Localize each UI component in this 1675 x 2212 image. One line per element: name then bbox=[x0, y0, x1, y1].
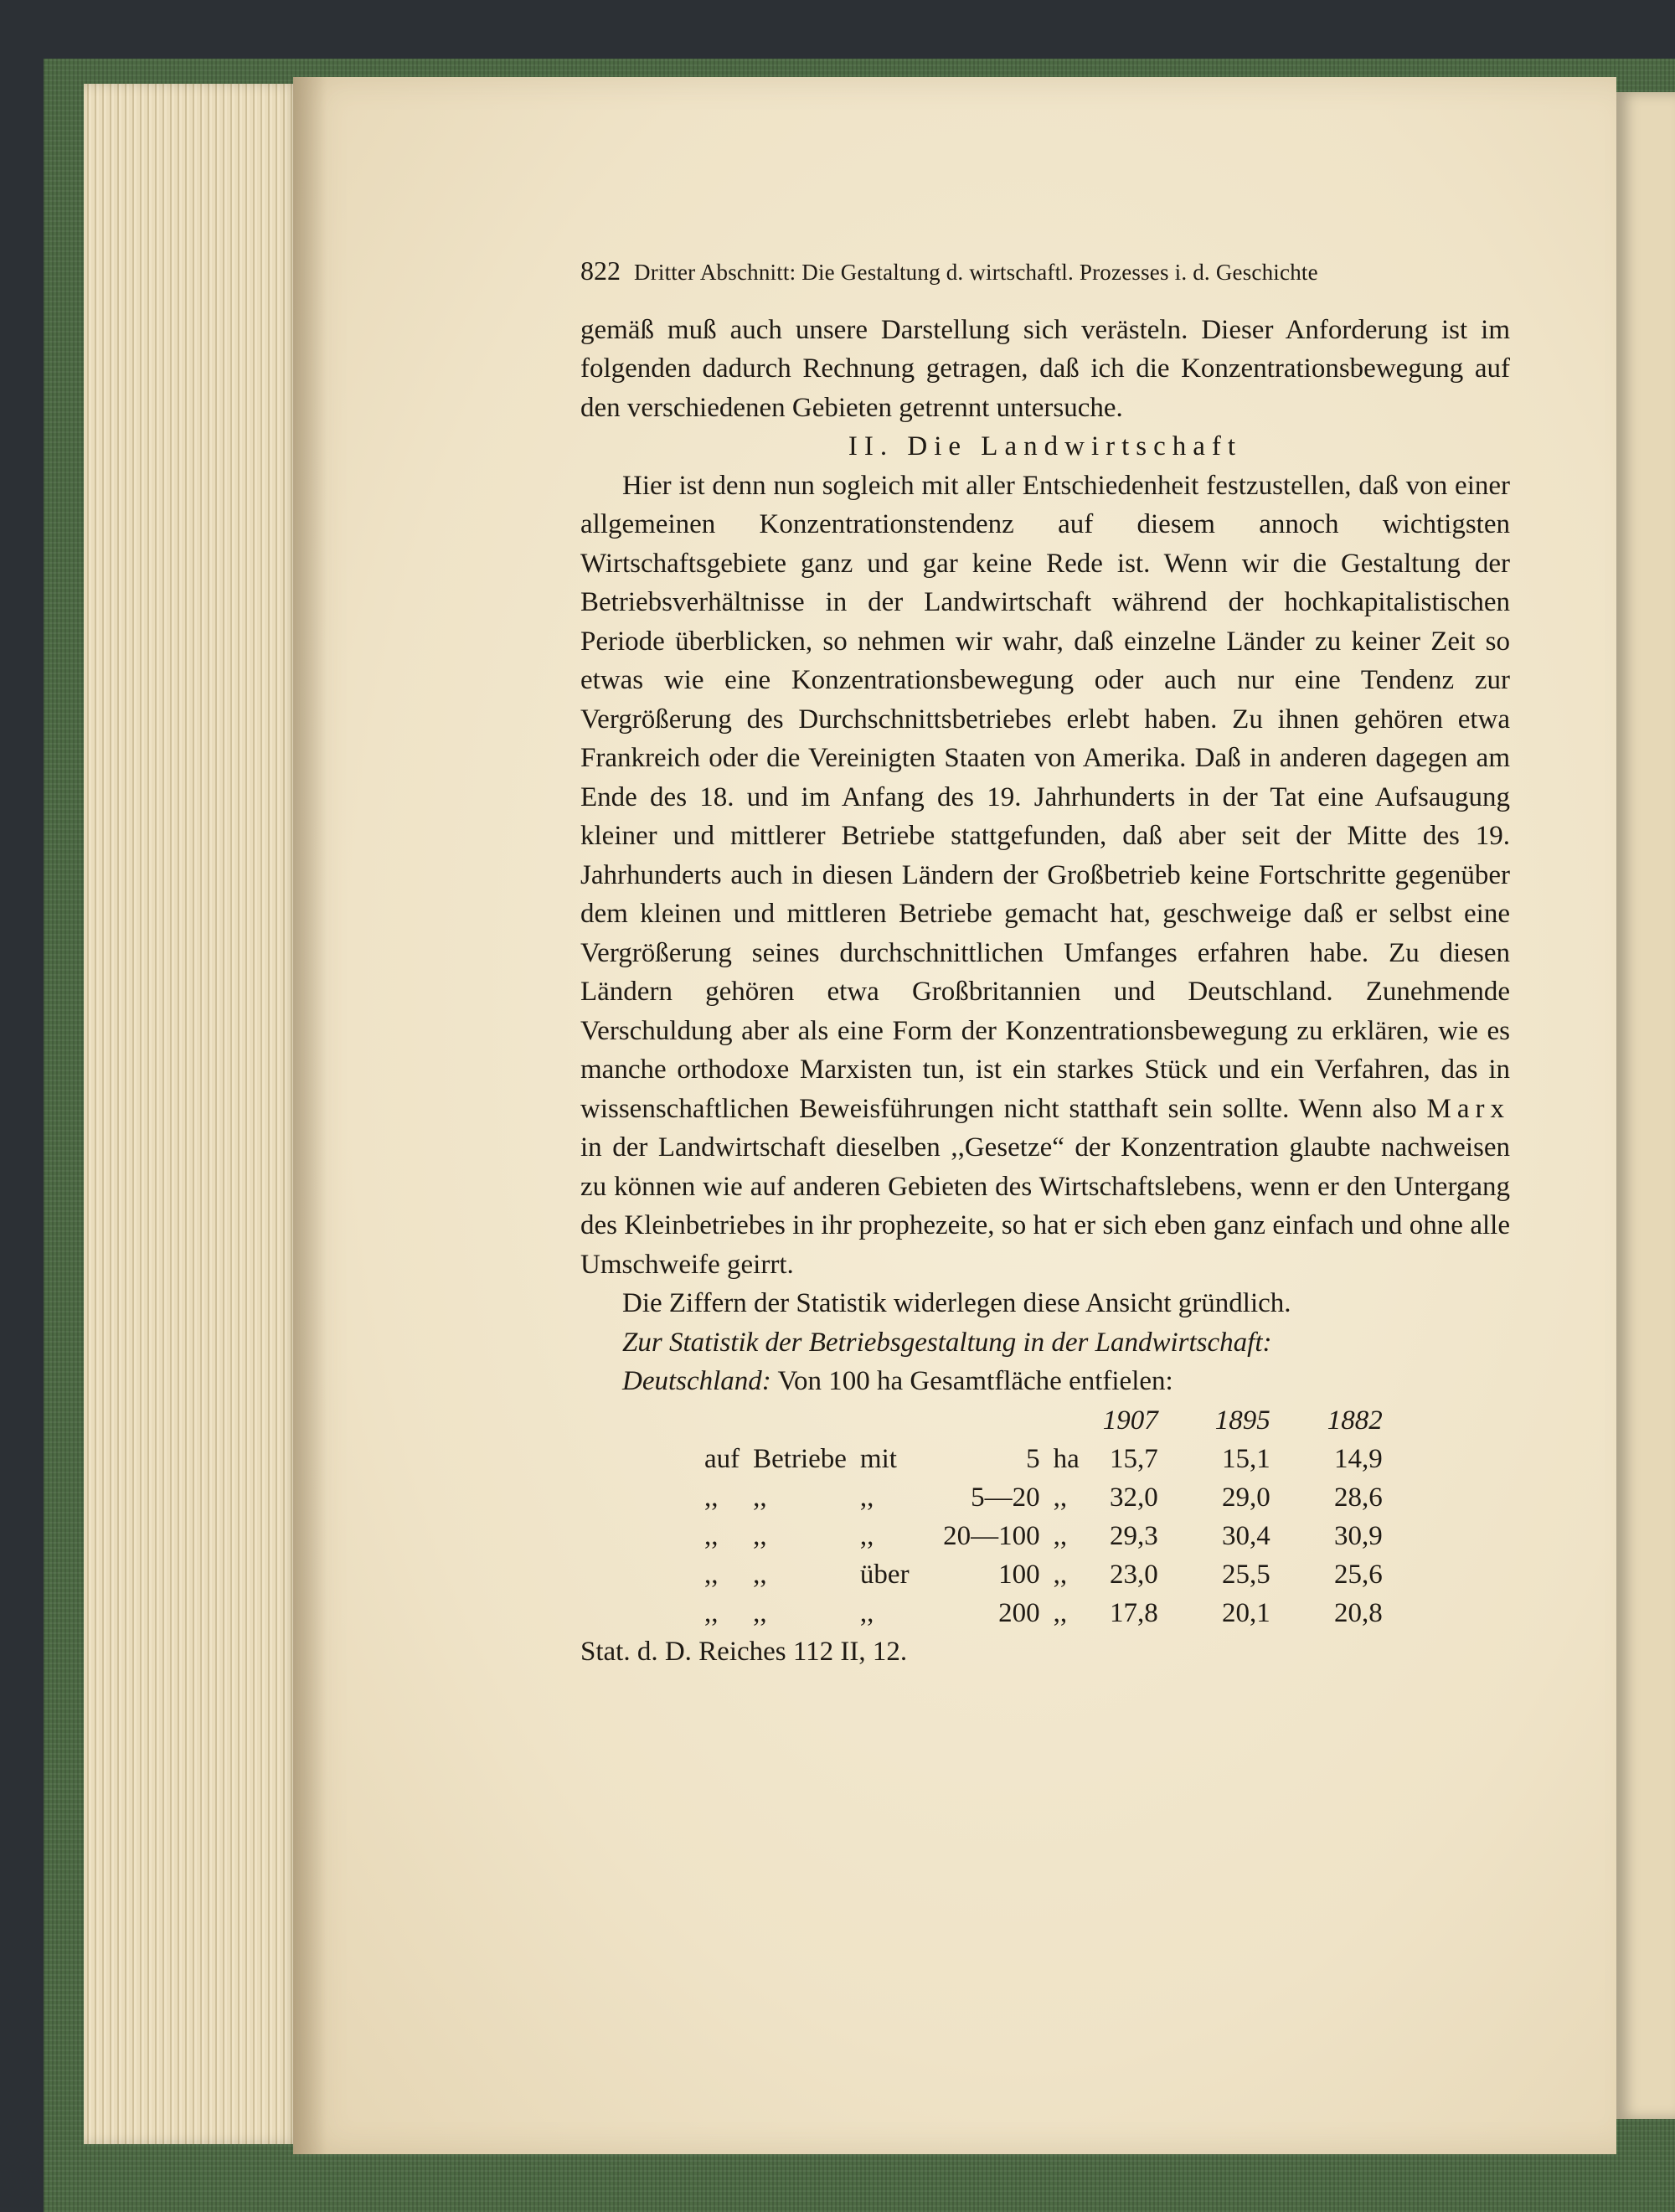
cell: ,, bbox=[1053, 1560, 1068, 1590]
cell: ,, bbox=[1053, 1521, 1068, 1551]
page-edges bbox=[84, 84, 302, 2144]
stats-subcaption-line bbox=[580, 1362, 1510, 1401]
cell: 200 bbox=[998, 1598, 1040, 1628]
cell: 23,0 bbox=[1109, 1560, 1158, 1590]
cell: 25,6 bbox=[1333, 1560, 1383, 1590]
section-number: II. bbox=[848, 431, 894, 461]
cell: ,, bbox=[859, 1482, 874, 1513]
cell: 29,0 bbox=[1221, 1482, 1270, 1513]
section-title: Die Landwirtschaft bbox=[907, 431, 1243, 461]
page-text bbox=[580, 251, 1510, 1672]
cell: 25,5 bbox=[1221, 1560, 1270, 1590]
cell: auf bbox=[704, 1444, 740, 1474]
cell: ,, bbox=[859, 1521, 874, 1551]
cell: ,, bbox=[753, 1598, 767, 1628]
cell: 5—20 bbox=[971, 1482, 1040, 1513]
cell: ,, bbox=[704, 1598, 719, 1628]
cell: 14,9 bbox=[1333, 1444, 1383, 1474]
cell: 30,9 bbox=[1333, 1521, 1383, 1551]
running-title: Dritter Abschnitt: Die Gestaltung d. wirtschaftl. Prozesses i. d. Geschichte bbox=[634, 260, 1318, 285]
cell: ,, bbox=[704, 1560, 719, 1590]
cell: ,, bbox=[1053, 1598, 1068, 1628]
cell: 29,3 bbox=[1109, 1521, 1158, 1551]
cell: 15,7 bbox=[1109, 1444, 1158, 1474]
cell: 20—100 bbox=[943, 1521, 1040, 1551]
running-head bbox=[580, 251, 1510, 292]
cell: 28,6 bbox=[1333, 1482, 1383, 1513]
cell: ha bbox=[1053, 1444, 1080, 1474]
paragraph-2-part2: in der Landwirtschaft dieselben ,,Gesetze“ der Konzentration glaubte nachweisen zu können wie auf anderen Gebieten des Wirtschaftslebens, wenn er den Untergang des Kleinbetriebes in ihr prophezeite, so hat er sich eben ganz einfach und ohne alle Umschweife geirrt. bbox=[580, 1132, 1510, 1280]
paragraph-2 bbox=[580, 467, 1510, 1285]
cell: 5 bbox=[1026, 1444, 1040, 1474]
cell: 17,8 bbox=[1109, 1598, 1158, 1628]
paragraph-2-part1: Hier ist denn nun sogleich mit aller Entschiedenheit festzustellen, daß von einer allgemeinen Konzentrationstendenz auf diesem annoch wichtigsten Wirtschaftsgebiete ganz und gar keine Rede ist. Wenn wir die Gestaltung der Betriebsverhältnisse in der Landwirtschaft während der hochkapitalistischen Periode überblicken, so nehmen wir wahr, daß einzelne Länder zu keiner Zeit so etwas wie eine Konzentrationsbewegung oder auch nur eine Tendenz zur Vergrößerung des Durchschnittsbetriebes erlebt haben. Zu ihnen gehören etwa Frankreich oder die Vereinigten Staaten von Amerika. Daß in anderen dagegen am Ende des 18. und im Anfang des 19. Jahrhunderts in der Tat eine Aufsaugung kleiner und mittlerer Betriebe stattgefunden, daß aber seit der Mitte des 19. Jahrhunderts auch in diesen Ländern der Großbetrieb keine Fortschritte gegenüber dem kleinen und mittleren Betriebe gemacht hat, geschweige daß er selbst eine Vergrößerung seines durchschnittlichen Umfanges erfahren habe. Zu diesen Ländern gehören etwa Großbritannien und Deutschland. Zunehmende Verschuldung aber als eine Form der Konzentrationsbewegung zu erklären, wie es manche orthodoxe Marxisten tun, ist ein starkes Stück und ein Verfahren, das in wissenschaftlichen Beweisführungen nicht statthaft sein sollte. Wenn also bbox=[580, 470, 1510, 1124]
stats-row bbox=[698, 1594, 1389, 1632]
year-1895: 1895 bbox=[1214, 1405, 1270, 1436]
cell: ,, bbox=[753, 1482, 767, 1513]
stats-country: Deutschland: bbox=[622, 1366, 771, 1396]
page-number: 822 bbox=[580, 255, 621, 286]
cell: 15,1 bbox=[1221, 1444, 1270, 1474]
cell: ,, bbox=[859, 1598, 874, 1628]
cell: Betriebe bbox=[753, 1444, 847, 1474]
stats-row bbox=[698, 1478, 1389, 1517]
stats-source: Stat. d. D. Reiches 112 II, 12. bbox=[580, 1637, 908, 1667]
stats-subcaption: Von 100 ha Gesamtfläche entfielen: bbox=[777, 1366, 1173, 1396]
stats-row bbox=[698, 1440, 1389, 1478]
cell: ,, bbox=[753, 1521, 767, 1551]
author-name: Marx bbox=[1426, 1093, 1510, 1124]
gutter-shadow bbox=[293, 77, 327, 2154]
stats-row bbox=[698, 1517, 1389, 1555]
stats-table bbox=[698, 1401, 1389, 1633]
cell: über bbox=[859, 1560, 910, 1590]
paragraph-1: gemäß muß auch unsere Darstellung sich verästeln. Dieser Anforderung ist im folgenden dadurch Rechnung getragen, daß ich die Konzentrationsbewegung auf den verschiedenen Gebieten getrennt untersuche. bbox=[580, 314, 1510, 423]
paragraph-3: Die Ziffern der Statistik widerlegen diese Ansicht gründlich. bbox=[622, 1288, 1291, 1318]
cell: ,, bbox=[704, 1521, 719, 1551]
year-1882: 1882 bbox=[1327, 1405, 1383, 1436]
stats-row bbox=[698, 1555, 1389, 1594]
year-1907: 1907 bbox=[1102, 1405, 1158, 1436]
stats-caption: Zur Statistik der Betriebsgestaltung in der Landwirtschaft: bbox=[622, 1327, 1272, 1358]
cell: ,, bbox=[704, 1482, 719, 1513]
cell: 20,8 bbox=[1333, 1598, 1383, 1628]
cell: 20,1 bbox=[1221, 1598, 1270, 1628]
cell: 100 bbox=[998, 1560, 1040, 1590]
cell: ,, bbox=[1053, 1482, 1068, 1513]
cell: ,, bbox=[753, 1560, 767, 1590]
section-heading bbox=[580, 427, 1510, 467]
next-page-edge bbox=[1616, 92, 1675, 2119]
cell: 30,4 bbox=[1221, 1521, 1270, 1551]
stats-header-row bbox=[698, 1401, 1389, 1441]
cell: 32,0 bbox=[1109, 1482, 1158, 1513]
cell: mit bbox=[859, 1444, 897, 1474]
